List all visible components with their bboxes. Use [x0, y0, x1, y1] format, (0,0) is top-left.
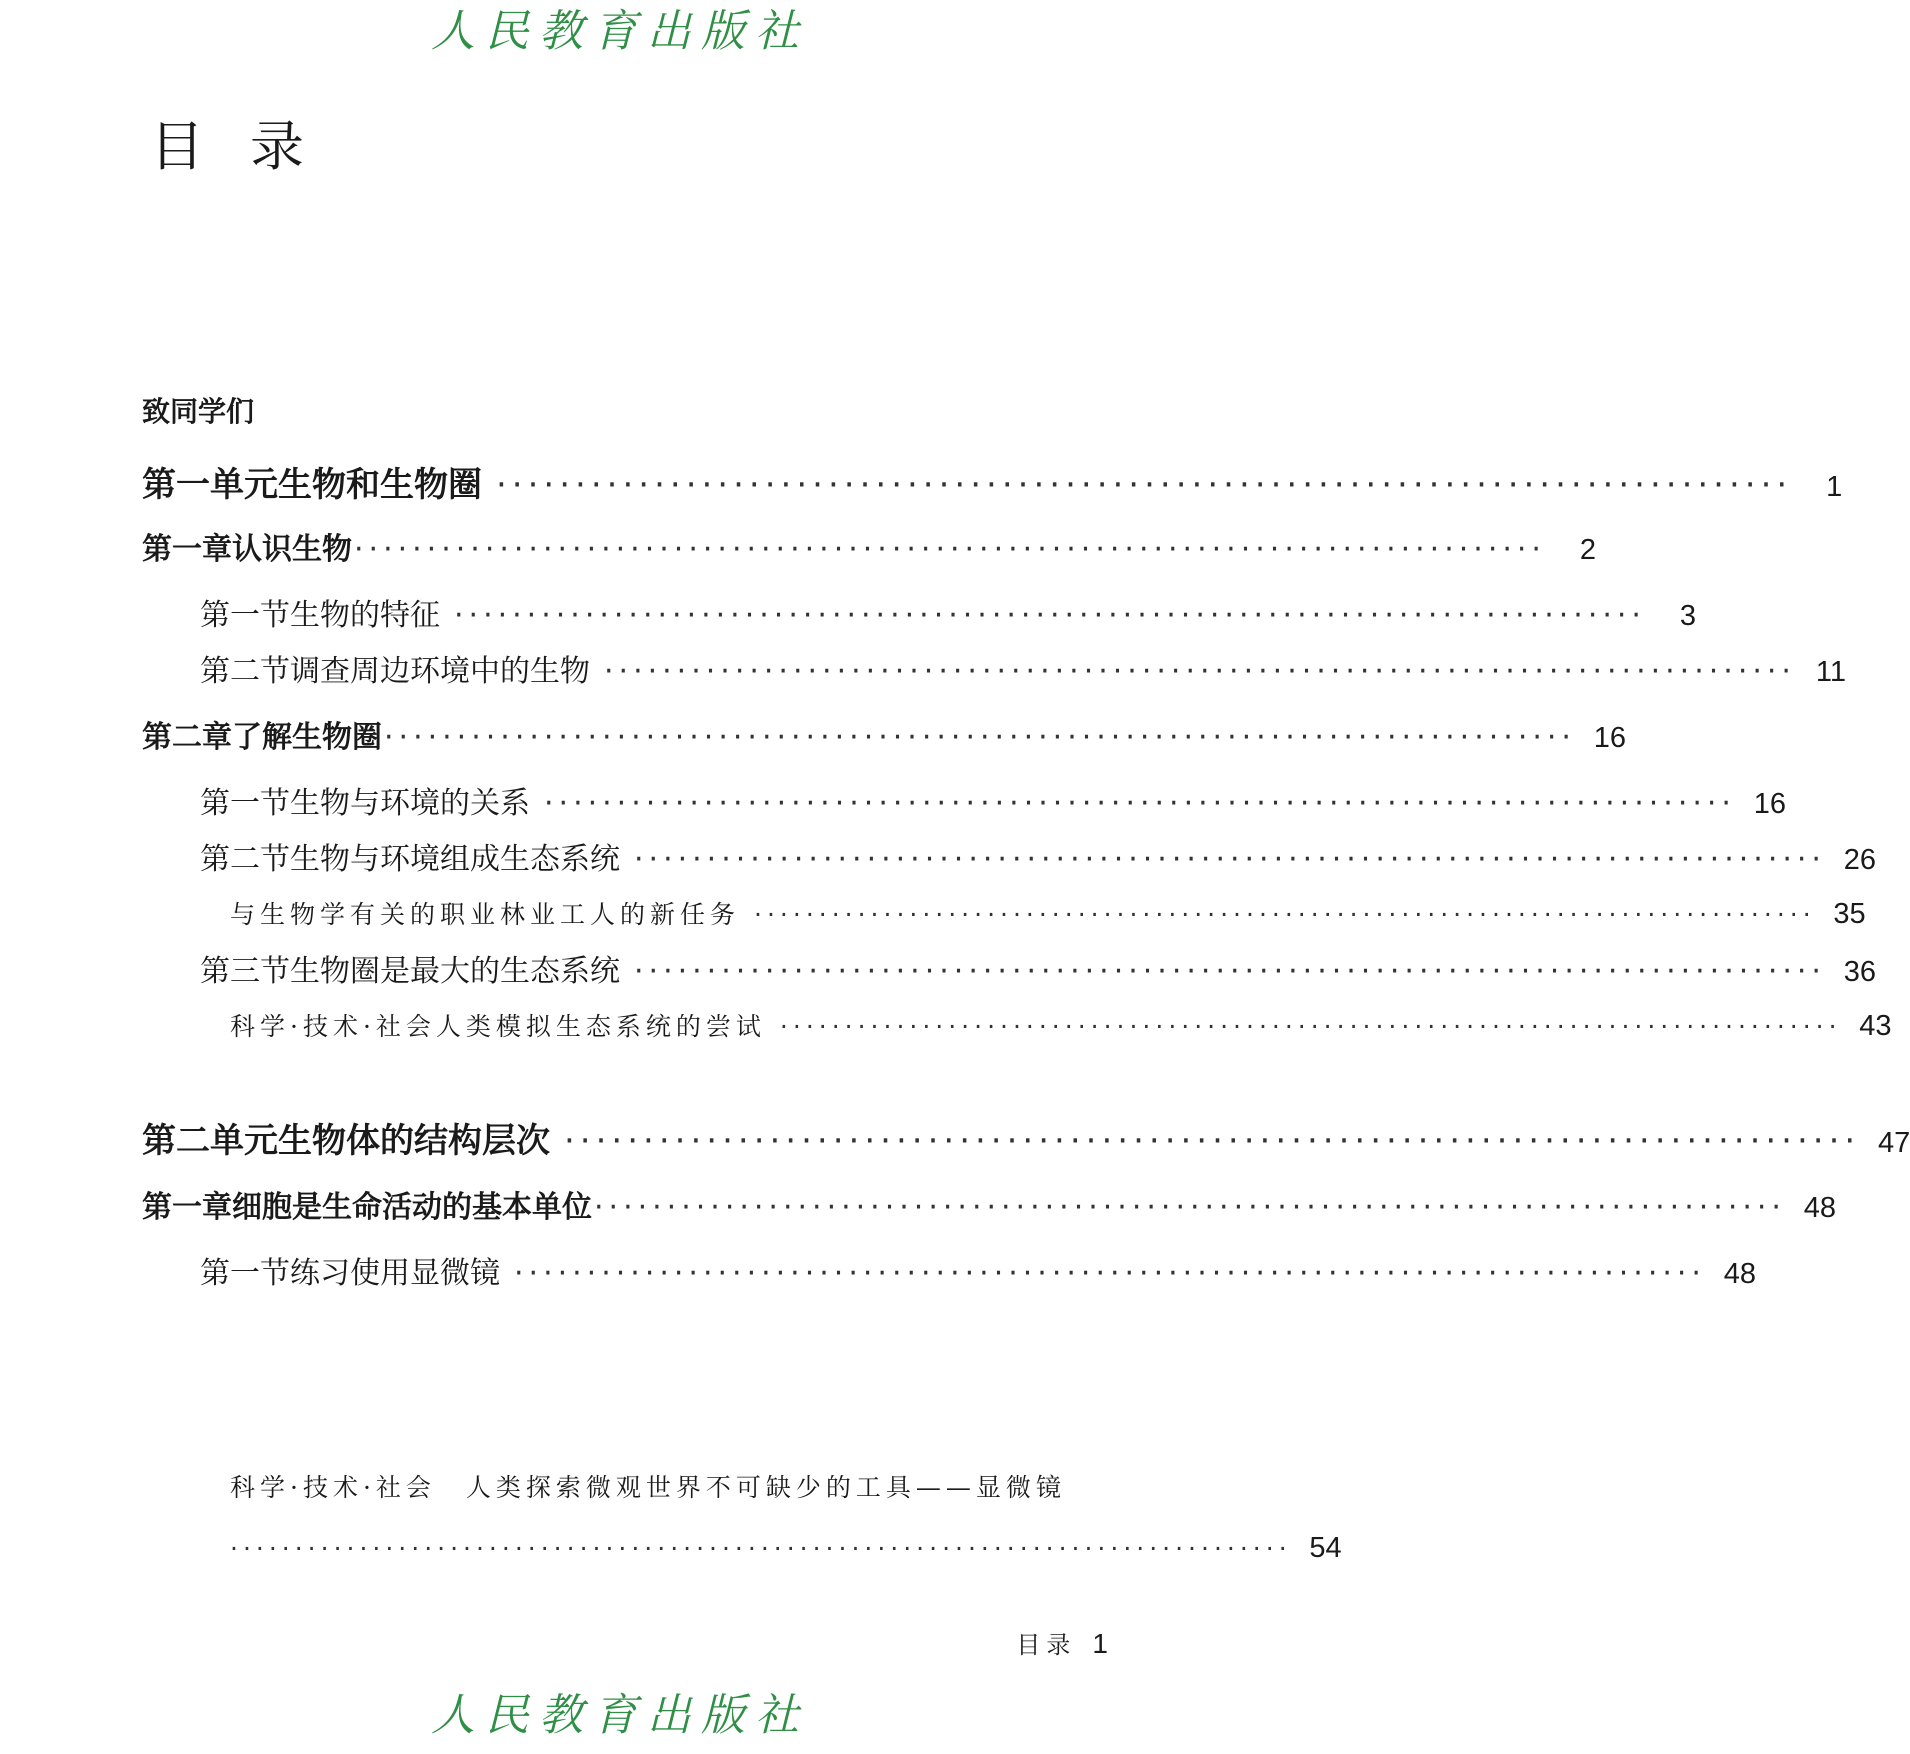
toc-chapter-2-1[interactable] [142, 1186, 1836, 1230]
section-title: 生物的特征 [290, 598, 440, 633]
toc-section[interactable] [200, 650, 1846, 694]
toc-chapter-1-1[interactable] [142, 528, 1596, 572]
section-title: 生物与环境组成生态系统 [290, 842, 620, 877]
page-number: 35 [1833, 898, 1866, 930]
leader-dots: ·················································································· [604, 654, 1796, 689]
section-number: 第一节 [200, 1256, 290, 1291]
page-number: 54 [1309, 1532, 1342, 1564]
page-number: 16 [1753, 788, 1786, 820]
page-number: 36 [1843, 956, 1876, 988]
toc-section[interactable] [200, 1252, 1756, 1296]
section-title: 练习使用显微镜 [290, 1256, 500, 1291]
section-number: 第三节 [200, 954, 290, 989]
leader-dots: ·················································································· [634, 954, 1826, 989]
section-title: 生物圈是最大的生态系统 [290, 954, 620, 989]
chapter-title: 了解生物圈 [232, 720, 382, 755]
toc-section[interactable] [200, 782, 1786, 826]
extra-category: 科学·技术·社会 [230, 1473, 436, 1502]
extra-category: 科学·技术·社会 [230, 1012, 436, 1041]
section-title: 生物与环境的关系 [290, 786, 530, 821]
unit-number: 第一单元 [142, 465, 278, 505]
section-title: 调查周边环境中的生物 [290, 654, 590, 689]
section-number: 第一节 [200, 598, 290, 633]
page-number: 48 [1723, 1258, 1756, 1290]
leader-dots: ·················································································· [564, 1121, 1861, 1161]
extra-title: 人类模拟生态系统的尝试 [435, 1012, 766, 1041]
publisher-logo-top: 人民教育出版社 [431, 6, 809, 57]
leader-dots: ·················································································· [779, 1012, 1842, 1041]
section-number: 第一节 [200, 786, 290, 821]
footer-page-number: 1 [1092, 1628, 1108, 1659]
leader-dots: ·················································································· [496, 465, 1793, 505]
publisher-logo-bottom: 人民教育出版社 [431, 1690, 809, 1741]
page-number: 3 [1679, 600, 1696, 632]
chapter-title: 认识生物 [232, 532, 352, 567]
toc-unit-1[interactable] [142, 462, 1843, 510]
page-number: 11 [1815, 656, 1846, 688]
unit-title: 生物体的结构层次 [278, 1121, 550, 1161]
page-title: 目录 [150, 115, 350, 178]
chapter-number: 第一章 [142, 532, 232, 567]
toc-section[interactable] [200, 594, 1696, 638]
extra-title: 人类探索微观世界不可缺少的工具——显微镜 [465, 1473, 1066, 1502]
leader-dots: ·················································································· [354, 532, 1546, 567]
toc-preface[interactable]: 致同学们 [142, 395, 255, 428]
page-number: 26 [1843, 844, 1876, 876]
unit-number: 第二单元 [142, 1121, 278, 1161]
page-number: 2 [1579, 534, 1596, 566]
chapter-title: 细胞是生命活动的基本单位 [232, 1190, 592, 1225]
page-number: 47 [1877, 1127, 1910, 1159]
leader-dots: ·················································································· [454, 598, 1646, 633]
toc-extra-reading-label[interactable] [230, 1468, 1066, 1508]
chapter-number: 第二章 [142, 720, 232, 755]
leader-dots: ·················································································· [754, 900, 1816, 929]
toc-section[interactable] [200, 950, 1876, 994]
toc-chapter-1-2[interactable] [142, 716, 1626, 760]
section-number: 第二节 [200, 654, 290, 689]
section-number: 第二节 [200, 842, 290, 877]
leader-dots: ·················································································· [634, 842, 1826, 877]
extra-category: 与生物学有关的职业 [230, 900, 501, 929]
chapter-number: 第一章 [142, 1190, 232, 1225]
page-number: 43 [1859, 1010, 1892, 1042]
extra-title: 林业工人的新任务 [500, 900, 741, 929]
page-number: 1 [1826, 471, 1843, 503]
leader-dots: ·················································································· [230, 1534, 1292, 1563]
unit-title: 生物和生物圈 [278, 465, 482, 505]
toc-unit-2[interactable] [142, 1118, 1910, 1166]
toc-section[interactable] [200, 838, 1876, 882]
leader-dots: ·················································································· [544, 786, 1736, 821]
footer-label: 目录 [1016, 1631, 1077, 1659]
page-number: 48 [1803, 1192, 1836, 1224]
page-number: 16 [1593, 722, 1626, 754]
leader-dots: ·················································································· [514, 1256, 1706, 1291]
page-footer [1016, 1626, 1108, 1663]
toc-extra-reading[interactable] [230, 894, 1866, 935]
leader-dots: ·················································································· [594, 1190, 1786, 1225]
toc-extra-reading[interactable] [230, 1006, 1892, 1047]
leader-dots: ·················································································· [384, 720, 1576, 755]
toc-extra-reading-leader[interactable] [230, 1528, 1342, 1569]
